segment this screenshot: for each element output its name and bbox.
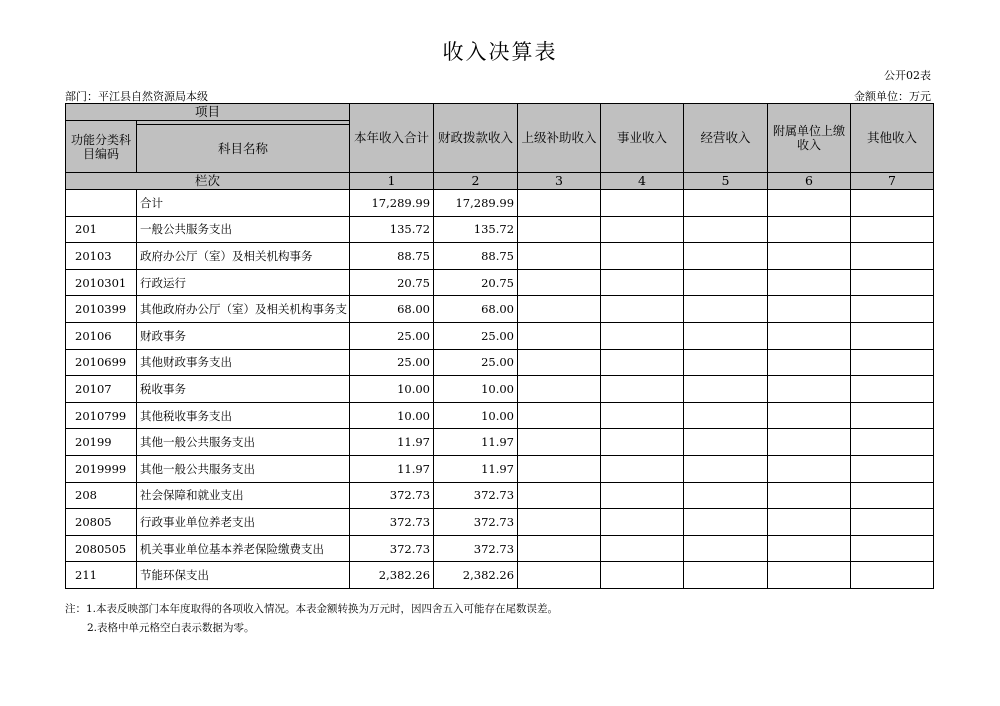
cell-c6 (768, 402, 851, 429)
col-number-5: 5 (684, 173, 768, 190)
col-number-2: 2 (434, 173, 518, 190)
cell-c6 (768, 243, 851, 270)
header-subject-name: 科目名称 (137, 125, 350, 173)
cell-name: 其他政府办公厅（室）及相关机构事务支 (137, 296, 350, 323)
cell-c7 (851, 269, 934, 296)
cell-c2: 17,289.99 (434, 190, 518, 217)
header-operating-income: 经营收入 (684, 104, 768, 173)
cell-c1: 11.97 (350, 429, 434, 456)
cell-c7 (851, 535, 934, 562)
cell-c2: 11.97 (434, 455, 518, 482)
cell-name: 一般公共服务支出 (137, 216, 350, 243)
cell-name: 合计 (137, 190, 350, 217)
cell-name: 行政事业单位养老支出 (137, 509, 350, 536)
cell-c3 (518, 535, 601, 562)
cell-name: 其他一般公共服务支出 (137, 455, 350, 482)
cell-c6 (768, 322, 851, 349)
cell-c6 (768, 190, 851, 217)
cell-c1: 17,289.99 (350, 190, 434, 217)
cell-c5 (684, 376, 768, 403)
cell-c4 (601, 190, 684, 217)
cell-code: 2010699 (66, 349, 137, 376)
cell-c7 (851, 509, 934, 536)
cell-code: 2010399 (66, 296, 137, 323)
cell-c2: 25.00 (434, 349, 518, 376)
note-2: 2.表格中单元格空白表示数据为零。 (87, 622, 255, 634)
cell-c1: 135.72 (350, 216, 434, 243)
table-row (66, 509, 934, 536)
cell-c1: 68.00 (350, 296, 434, 323)
cell-c4 (601, 429, 684, 456)
table-row (66, 482, 934, 509)
cell-c4 (601, 376, 684, 403)
cell-c1: 25.00 (350, 349, 434, 376)
cell-c5 (684, 216, 768, 243)
cell-c7 (851, 429, 934, 456)
cell-c2: 25.00 (434, 322, 518, 349)
col-number-7: 7 (851, 173, 934, 190)
cell-code: 2010799 (66, 402, 137, 429)
col-number-1: 1 (350, 173, 434, 190)
cell-c5 (684, 269, 768, 296)
cell-c4 (601, 216, 684, 243)
cell-c3 (518, 190, 601, 217)
cell-c2: 10.00 (434, 402, 518, 429)
header-lanci: 栏次 (66, 173, 350, 190)
table-row (66, 376, 934, 403)
cell-c4 (601, 482, 684, 509)
cell-code: 2019999 (66, 455, 137, 482)
cell-c5 (684, 402, 768, 429)
cell-c6 (768, 296, 851, 323)
cell-c5 (684, 535, 768, 562)
col-number-4: 4 (601, 173, 684, 190)
cell-c5 (684, 455, 768, 482)
cell-c5 (684, 243, 768, 270)
header-project: 项目 (66, 104, 350, 121)
table-row (66, 402, 934, 429)
cell-c2: 68.00 (434, 296, 518, 323)
cell-c4 (601, 322, 684, 349)
cell-code: 20805 (66, 509, 137, 536)
cell-c3 (518, 349, 601, 376)
cell-c3 (518, 402, 601, 429)
cell-c4 (601, 402, 684, 429)
amount-unit-label: 金额单位：万元 (854, 90, 931, 103)
cell-c2: 2,382.26 (434, 562, 518, 589)
col-number-6: 6 (768, 173, 851, 190)
cell-c6 (768, 349, 851, 376)
cell-c4 (601, 535, 684, 562)
cell-c5 (684, 296, 768, 323)
cell-c1: 372.73 (350, 509, 434, 536)
header-affiliated-income: 附属单位上缴收入 (768, 104, 851, 173)
cell-c3 (518, 216, 601, 243)
cell-c7 (851, 349, 934, 376)
cell-c4 (601, 243, 684, 270)
cell-c4 (601, 509, 684, 536)
cell-c3 (518, 296, 601, 323)
cell-code: 211 (66, 562, 137, 589)
header-superior-subsidy: 上级补助收入 (518, 104, 601, 173)
cell-c6 (768, 562, 851, 589)
cell-c7 (851, 376, 934, 403)
cell-c5 (684, 190, 768, 217)
cell-c5 (684, 429, 768, 456)
cell-c5 (684, 322, 768, 349)
cell-c3 (518, 429, 601, 456)
table-row (66, 190, 934, 217)
cell-c6 (768, 376, 851, 403)
cell-c6 (768, 216, 851, 243)
page-title: 收入决算表 (442, 40, 558, 64)
cell-c7 (851, 243, 934, 270)
header-func-code: 功能分类科目编码 (66, 121, 137, 173)
cell-c7 (851, 190, 934, 217)
cell-c7 (851, 455, 934, 482)
cell-c2: 10.00 (434, 376, 518, 403)
cell-c4 (601, 349, 684, 376)
header-fiscal-allocation: 财政拨款收入 (434, 104, 518, 173)
cell-c3 (518, 376, 601, 403)
cell-c5 (684, 509, 768, 536)
cell-c7 (851, 562, 934, 589)
table-row (66, 429, 934, 456)
cell-c5 (684, 562, 768, 589)
cell-name: 政府办公厅（室）及相关机构事务 (137, 243, 350, 270)
table-row (66, 296, 934, 323)
cell-c2: 372.73 (434, 482, 518, 509)
cell-name: 其他一般公共服务支出 (137, 429, 350, 456)
cell-c6 (768, 509, 851, 536)
footnotes (65, 600, 558, 638)
cell-c7 (851, 296, 934, 323)
table-row (66, 243, 934, 270)
cell-code: 208 (66, 482, 137, 509)
table-row (66, 349, 934, 376)
cell-c1: 2,382.26 (350, 562, 434, 589)
cell-c3 (518, 322, 601, 349)
cell-c7 (851, 216, 934, 243)
cell-c6 (768, 535, 851, 562)
form-code: 公开02表 (884, 69, 931, 82)
table-row (66, 562, 934, 589)
note-1: 注：1.本表反映部门本年度取得的各项收入情况。本表金额转换为万元时，因四舍五入可能存在尾数误差。 (65, 603, 559, 615)
cell-c3 (518, 562, 601, 589)
cell-c3 (518, 269, 601, 296)
department-label: 部门：平江县自然资源局本级 (65, 90, 208, 103)
cell-code: 20106 (66, 322, 137, 349)
table-row (66, 455, 934, 482)
cell-c6 (768, 429, 851, 456)
cell-c7 (851, 482, 934, 509)
cell-c3 (518, 243, 601, 270)
cell-c3 (518, 455, 601, 482)
cell-c6 (768, 455, 851, 482)
cell-name: 其他财政事务支出 (137, 349, 350, 376)
cell-c1: 372.73 (350, 482, 434, 509)
cell-c4 (601, 455, 684, 482)
table-row (66, 216, 934, 243)
income-table (65, 103, 934, 589)
cell-c5 (684, 482, 768, 509)
cell-c4 (601, 296, 684, 323)
cell-c1: 88.75 (350, 243, 434, 270)
cell-name: 其他税收事务支出 (137, 402, 350, 429)
cell-name: 税收事务 (137, 376, 350, 403)
cell-code (66, 190, 137, 217)
header-business-income: 事业收入 (601, 104, 684, 173)
table-row (66, 535, 934, 562)
cell-c3 (518, 509, 601, 536)
table-row (66, 322, 934, 349)
cell-c2: 11.97 (434, 429, 518, 456)
cell-c1: 25.00 (350, 322, 434, 349)
cell-c4 (601, 269, 684, 296)
cell-c3 (518, 482, 601, 509)
cell-name: 机关事业单位基本养老保险缴费支出 (137, 535, 350, 562)
cell-c7 (851, 322, 934, 349)
cell-c1: 372.73 (350, 535, 434, 562)
cell-name: 行政运行 (137, 269, 350, 296)
cell-c1: 10.00 (350, 376, 434, 403)
cell-c1: 20.75 (350, 269, 434, 296)
cell-code: 20107 (66, 376, 137, 403)
cell-code: 201 (66, 216, 137, 243)
cell-name: 财政事务 (137, 322, 350, 349)
cell-c4 (601, 562, 684, 589)
cell-c1: 11.97 (350, 455, 434, 482)
cell-c7 (851, 402, 934, 429)
cell-c6 (768, 269, 851, 296)
table-row (66, 269, 934, 296)
cell-code: 20103 (66, 243, 137, 270)
cell-c2: 20.75 (434, 269, 518, 296)
cell-c2: 372.73 (434, 509, 518, 536)
col-number-3: 3 (518, 173, 601, 190)
cell-c6 (768, 482, 851, 509)
cell-name: 社会保障和就业支出 (137, 482, 350, 509)
cell-code: 2010301 (66, 269, 137, 296)
cell-code: 20199 (66, 429, 137, 456)
cell-c5 (684, 349, 768, 376)
cell-code: 2080505 (66, 535, 137, 562)
cell-c2: 372.73 (434, 535, 518, 562)
cell-c2: 88.75 (434, 243, 518, 270)
cell-name: 节能环保支出 (137, 562, 350, 589)
cell-c2: 135.72 (434, 216, 518, 243)
header-total-income: 本年收入合计 (350, 104, 434, 173)
header-other-income: 其他收入 (851, 104, 934, 173)
cell-c1: 10.00 (350, 402, 434, 429)
